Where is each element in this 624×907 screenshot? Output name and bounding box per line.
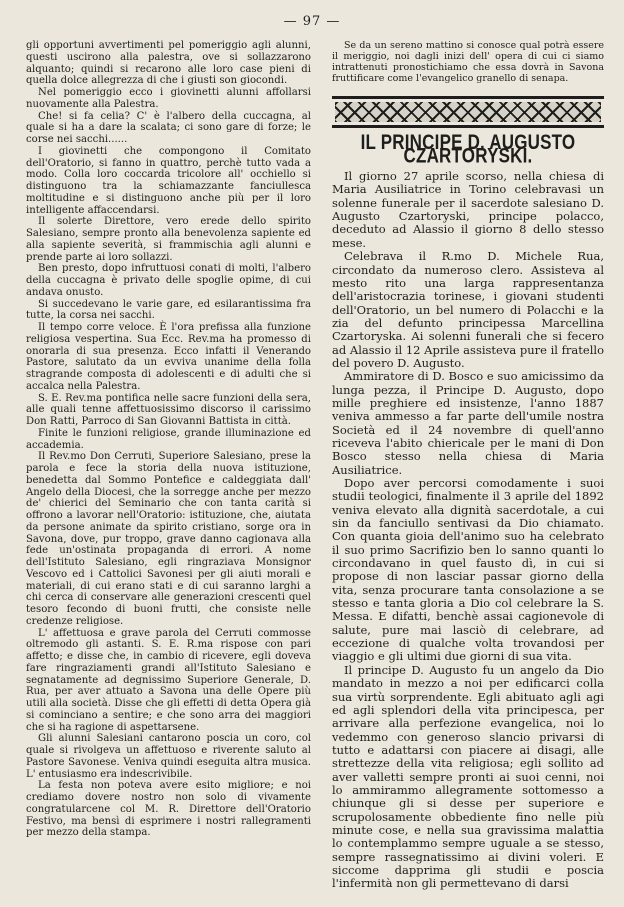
decorative-border (332, 96, 604, 128)
article-headline: IL PRINCIPE D. AUGUSTO CZARTORYSKI. (360, 130, 576, 168)
left-paragraph: Il Rev.mo Don Cerruti, Superiore Salesiano, prese la parola e fece la storia della nuova istituzione, benedetta dal Sommo Pontefice e caldeggiata dall' Angelo della Diocesi, che la sorregge anche per mezzo de' chierici del Seminario che con tanta carità si offrono a lavorar nell'Oratorio: istituzione, che, aiutata da persone animate da spirito cristiano, sorge ora in Savona, dove, pur troppo, grave danno cagionava alla fede un'ostinata propaganda di errori. A nome dell'Istituto Salesiano, egli ringraziava Monsignor Vescovo ed i Cattolici Savonesi per gli aiuti morali e materiali, di cui erano stati e di cui saranno larghi a chi cerca di conservare alle generazioni crescenti quel tesoro fecondo di buoni frutti, che consiste nelle credenze religiose. (26, 451, 311, 627)
left-paragraph: Finite le funzioni religiose, grande illuminazione ed accademia. (26, 427, 311, 451)
article-paragraph: Celebrava il R.mo D. Michele Rua, circondato da numeroso clero. Assisteva al mesto rito una larga rappresentanza dell'aristocrazia torinese, i giovani studenti dell'Oratorio, un bel numero di Polacchi e la zia del defunto principessa Marcellina Czartoryska. Ai solenni funerali che si fecero ad Alassio il 12 Aprile assisteva pure il fratello del povero D. Augusto. (332, 249, 604, 370)
left-paragraph: L' affettuosa e grave parola del Cerruti commosse oltremodo gli astanti. S. E. R.ma rispose con pari affetto; e disse che, in cambio di ricevere, egli doveva fare ringraziamenti grandi all'Istituto Salesiano e segnatamente ad degnissimo Superiore Generale, D. Rua, per aver attuato a Savona una delle Opere più utili alla società. Disse che gli effetti di detta Opera già si cominciano a sentire; e che sono arra dei maggiori che si ha ragione di aspettarsene. (26, 627, 311, 733)
left-paragraph: I giovinetti che compongono il Comitato dell'Oratorio, si fanno in quattro, perchè tutto vada a modo. Colla loro coccarda tricolore all' occhiello si distinguono tra la schiamazzante fanciullesca moltitudine e si distinguono anche più per il loro intelligente affaccendarsi. (26, 145, 311, 216)
article-paragraph: Il principe D. Augusto fu un angelo da Dio mandato in mezzo a noi per edificarci colla sua virtù sorprendente. Egli abituato agli agi ed agli splendori della vita principesca, per arrivare alla perfezione evangelica, noi lo vedemmo con generoso slancio privarsi di tutto e adattarsi con piacere ai disagi, alle strettezze della vita religiosa; egli sollito ad aver valletti sempre pronti ai suoi cenni, noi lo ammirammo allegramente sottomesso a chiunque gli si desse per superiore e scrupolosamente obbediente fino nelle più minute cose, e nella sua gravissima malattia lo contemplammo sempre uguale a se stesso, sempre rassegnatissimo ai divini voleri. E siccome dapprima gli studii e poscia l'infermità non gli permettevano di darsi (332, 662, 604, 891)
left-paragraph: Il solerte Direttore, vero erede dello spirito Salesiano, sempre pronto alla benevolenza sapiente ed alla sapiente severità, si frammischia agli alunni e prende parte ai loro sollazzi. (26, 216, 311, 263)
article-paragraph: Dopo aver percorsi comodamente i suoi studii teologici, finalmente il 3 aprile del 1892 veniva elevato alla dignità sacerdotale, a cui sin da fanciullo sentivasi da Dio chiamato. Con quanta gioia dell'animo suo ha celebrato il suo primo Sacrifizio ben lo sanno quanti lo circondavano in quel fausto dì, in cui si propose di non lasciar passar giorno della vita, senza procurare tanta consolazione a se stesso e tanta gloria a Dio col celebrare la S. Messa. E difatti, benchè assai cagionevole di salute, pure mai lasciò di celebrare, ad eccezione di qualche volta trovandosi per viaggio e gli ultimi due giorni di sua vita. (332, 476, 604, 664)
article-paragraph: Ammiratore di D. Bosco e suo amicissimo da lunga pezza, il Principe D. Augusto, dopo mille preghiere ed insistenze, l'anno 1887 veniva ammesso a far parte dell'umile nostra Società ed il 24 novembre di quell'anno riceveva l'abito chiericale per le mani di Don Bosco stesso nella chiesa di Maria Ausiliatrice. (332, 369, 604, 477)
page-number: — 97 — (283, 14, 341, 29)
left-paragraph: Ben presto, dopo infruttuosi conati di molti, l'albero della cuccagna è privato delle spoglie opime, di cui andava onusto. (26, 263, 311, 298)
left-paragraph: Il tempo corre veloce. È l'ora prefissa alla funzione religiosa vespertina. Sua Ecc. Rev.ma ha promesso di onorarla di sua presenza. Ecco infatti il Venerando Pastore, salutato da un evviva unanime della folla stragrande composta di adolescenti e di adulti che si accalca nella Palestra. (26, 322, 311, 392)
left-paragraph: Si succedevano le varie gare, ed esilarantissima fra tutte, la corsa nei sacchi. (26, 298, 311, 322)
left-paragraph: La festa non poteva avere esito migliore; e noi crediamo dovere nostro non solo di vivamente congratularcene col M. R. Direttore dell'Oratorio Festivo, ma bensì di esprimere i nostri rallegramenti per mezzo della stampa. (26, 780, 311, 839)
left-paragraph: Che! si fa celia? C' è l'albero della cuccagna, al quale si ha a dare la scalata; ci sono gare di forze; le corse nei sacchi...... (26, 110, 311, 145)
left-paragraph: S. E. Rev.ma pontifica nelle sacre funzioni della sera, alle quali tenne affettuosissimo discorso il carissimo Don Ratti, Parroco di San Giovanni Battista in città. (26, 392, 311, 427)
left-paragraph: Gli alunni Salesiani cantarono poscia un coro, col quale si rivolgeva un affettuoso e riverente saluto al Pastore Savonese. Veniva quindi eseguita altra musica. L' entusiasmo era indescrivibile. (26, 733, 311, 780)
article-paragraph: Il giorno 27 aprile scorso, nella chiesa di Maria Ausiliatrice in Torino celebravasi un solenne funerale per il sacerdote salesiano D. Augusto Czartoryski, principe polacco, deceduto ad Alassio il giorno 8 dello stesso mese. (332, 169, 604, 250)
left-paragraph: Nel pomeriggio ecco i giovinetti alunni affollarsi nuovamente alla Palestra. (26, 87, 311, 110)
left-column (26, 40, 311, 839)
left-paragraph: gli opportuni avvertimenti pel pomeriggio agli alunni, questi uscirono alla palestra, ove si sollazzarono alquanto; quindi si recarono alle loro case pieni di quella dolce allegrezza di che i giusti son giocondi. (26, 40, 311, 87)
intro-paragraph: Se da un sereno mattino si conosce qual potrà essere il meriggio, noi dagli inizi dell' opera di cui ci siamo intrattenuti pronostichiamo che essa dovrà in Savona fruttificare come l'evangelico granello di senapa. (332, 40, 604, 85)
right-column (332, 40, 604, 891)
article-body (332, 170, 604, 891)
